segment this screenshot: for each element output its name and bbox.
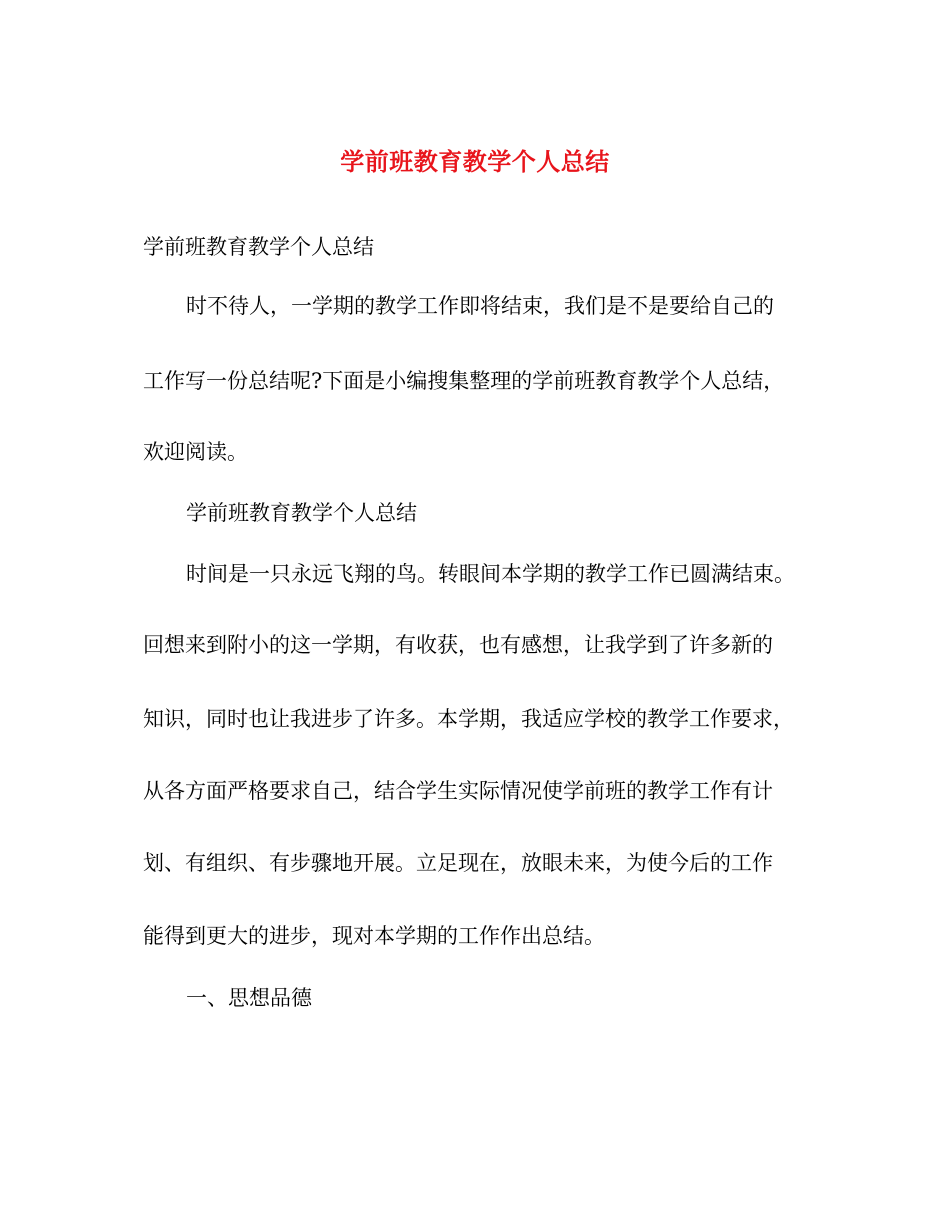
paragraph-line: 欢迎阅读。 <box>143 440 248 464</box>
paragraph-line: 知识，同时也让我进步了许多。本学期，我适应学校的教学工作要求， <box>143 707 794 731</box>
section-heading: 一、思想品德 <box>186 986 312 1010</box>
paragraph-line: 划、有组织、有步骤地开展。立足现在，放眼未来，为使今后的工作 <box>143 851 773 875</box>
paragraph-line: 时不待人，一学期的教学工作即将结束，我们是不是要给自己的 <box>186 294 774 318</box>
subtitle-line: 学前班教育教学个人总结 <box>143 235 374 259</box>
paragraph-line: 从各方面严格要求自己，结合学生实际情况使学前班的教学工作有计 <box>143 779 773 803</box>
paragraph-line: 时间是一只永远飞翔的鸟。转眼间本学期的教学工作已圆满结束。 <box>186 562 795 586</box>
section-heading: 学前班教育教学个人总结 <box>186 501 417 525</box>
paragraph-line: 能得到更大的进步，现对本学期的工作作出总结。 <box>143 924 605 948</box>
paragraph-line: 工作写一份总结呢?下面是小编搜集整理的学前班教育教学个人总结， <box>143 369 785 393</box>
paragraph-line: 回想来到附小的这一学期，有收获，也有感想，让我学到了许多新的 <box>143 633 773 657</box>
document-title: 学前班教育教学个人总结 <box>340 147 610 176</box>
